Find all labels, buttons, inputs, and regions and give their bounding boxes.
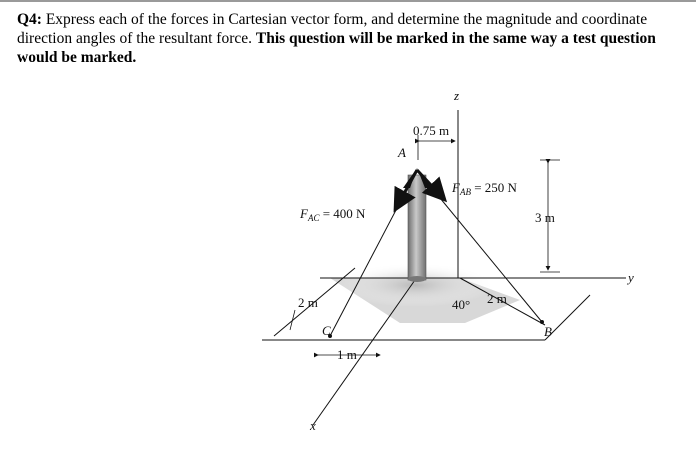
y-axis-label: y bbox=[628, 270, 634, 285]
point-b-label: B bbox=[544, 324, 552, 339]
dim-height: 3 m bbox=[535, 210, 555, 225]
pole-base bbox=[408, 276, 426, 282]
point-a-label: A bbox=[398, 145, 406, 160]
question-body: Express each of the forces in Cartesian vector form, and determine the magnitude and coordinate direction angles of the resultant force. bbox=[17, 11, 648, 47]
dim-side: 2 m bbox=[298, 295, 318, 310]
force-ac-label: $F_{AC} = 400$ N bbox=[300, 206, 366, 223]
question-number: Q4: bbox=[17, 11, 42, 28]
z-axis-label: z bbox=[454, 88, 460, 103]
question-emphasis: This question will be marked in the same way a test question would be marked. bbox=[17, 30, 656, 66]
dim-ab: 2 m bbox=[487, 291, 507, 306]
dim-top: 0.75 m bbox=[413, 123, 450, 138]
pole bbox=[408, 175, 426, 280]
dim-along-x: 1 m bbox=[337, 347, 357, 362]
point-c-label: C bbox=[322, 323, 331, 338]
force-ab-label: $F_{AB} = 250$ N bbox=[452, 180, 517, 197]
dim-angle: 40° bbox=[452, 297, 471, 312]
x-axis-label: x bbox=[310, 418, 316, 433]
